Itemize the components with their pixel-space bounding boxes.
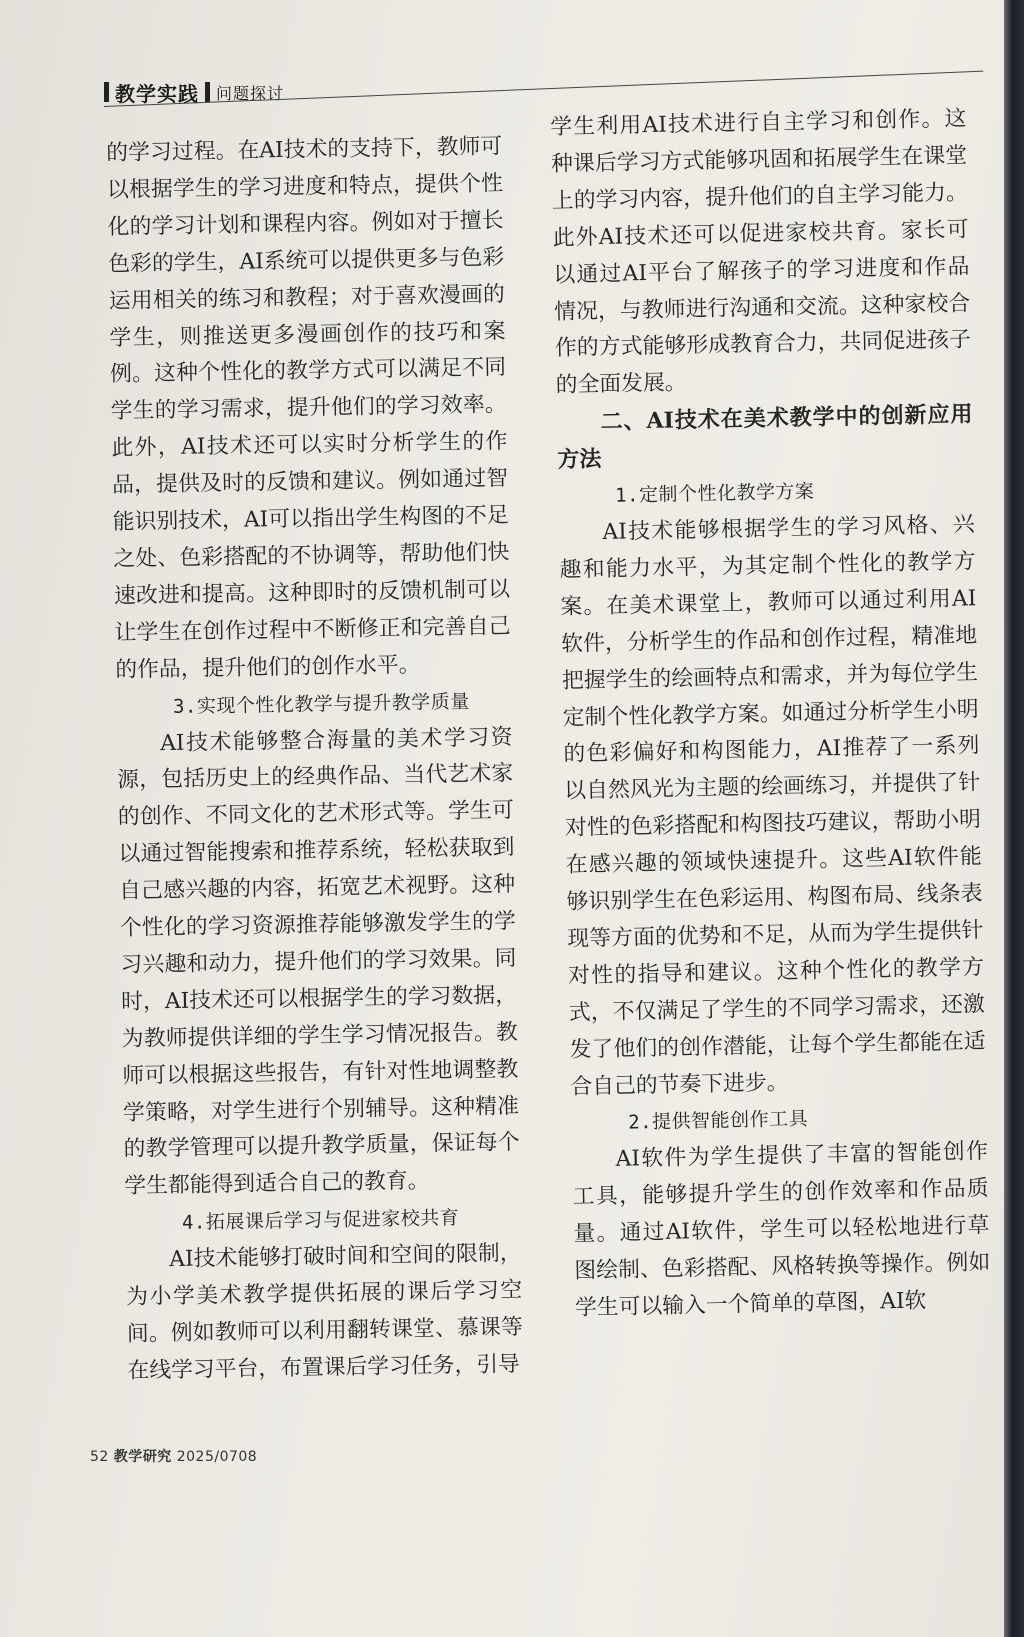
subheading: 1.定制个性化教学方案	[614, 480, 815, 507]
issue-number: 2025/0708	[176, 1449, 258, 1465]
paragraph: 学生利用AI技术进行自主学习和创作。这种课后学习方式能够巩固和拓展学生在课堂上的学习内容，提升他们的自主学习能力。此外AI技术还可以促进家校共育。家长可以通过AI平台了解孩子的学习进度和作品情况，与教师进行沟通和交流。这种家校合作的方式能够形成教育合力，共同促进孩子的全面发展。	[550, 106, 972, 399]
header-section: 教学实践	[115, 81, 199, 106]
page-number: 52	[90, 1449, 109, 1465]
right-column	[550, 101, 991, 1327]
header-topic: 问题探讨	[216, 83, 285, 103]
left-column	[106, 129, 524, 1391]
book-spine	[1004, 0, 1024, 1637]
header-bar-mark	[104, 82, 109, 102]
subheading: 3.实现个性化教学与提升教学质量	[172, 690, 471, 718]
paragraph: AI技术能够根据学生的学习风格、兴趣和能力水平，为其定制个性化的教学方案。在美术课堂上，教师可以通过利用AI软件，分析学生的作品和创作过程，精准地把握学生的绘画特点和需求，并为每位学生定制个性化教学方案。如通过分析学生小明的色彩偏好和构图能力，AI推荐了一系列以自然风光为主题的绘画练习，并提供了针对性的色彩搭配和构图技巧建议，帮助小明在感兴趣的领域快速提升。这些AI软件能够识别学生在色彩运用、构图布局、线条表现等方面的优势和不足，从而为学生提供针对性的指导和建议。这种个性化的教学方式，不仅满足了学生的不同学习需求，还激发了他们的创作潜能，让每个学生都能在适合自己的节奏下进步。	[559, 512, 986, 1100]
paragraph: AI软件为学生提供了丰富的智能创作工具，能够提升学生的创作效率和作品质量。通过AI软件，学生可以轻松地进行草图绘制、色彩搭配、风格转换等操作。例如学生可以输入一个简单的草图，AI软	[572, 1139, 991, 1321]
header-divider-mark	[205, 82, 210, 102]
paragraph: AI技术能够整合海量的美术学习资源，包括历史上的经典作品、当代艺术家的创作、不同文化的艺术形式等。学生可以通过智能搜索和推荐系统，轻松获取到自己感兴趣的内容，拓宽艺术视野。这种个性化的学习资源推荐能够激发学生的学习兴趣和动力，提升他们的学习效果。同时，AI技术还可以根据学生的学习数据，为教师提供详细的学生学习情况报告。教师可以根据这些报告，有针对性地调整教学策略，对学生进行个别辅导。这种精准的教学管理可以提升教学质量，保证每个学生都能得到适合自己的教育。	[117, 724, 520, 1200]
subheading: 4.拓展课后学习与促进家校共育	[181, 1207, 460, 1235]
paragraph: 的学习过程。在AI技术的支持下，教师可以根据学生的学习进度和特点，提供个性化的学习计划和课程内容。例如对于擅长色彩的学生，AI系统可以提供更多与色彩运用相关的练习和教程；对于喜欢漫画的学生，则推送更多漫画创作的技巧和案例。这种个性化的教学方式可以满足不同学生的学习需求，提升他们的学习效率。此外，AI技术还可以实时分析学生的作品，提供及时的反馈和建议。例如通过智能识别技术，AI可以指出学生构图的不足之处、色彩搭配的不协调等，帮助他们快速改进和提高。这种即时的反馈机制可以让学生在创作过程中不断修正和完善自己的作品，提升他们的创作水平。	[106, 134, 511, 683]
journal-name: 教学研究	[113, 1449, 172, 1465]
paragraph: AI技术能够打破时间和空间的限制，为小学美术教学提供拓展的课后学习空间。例如教师可以利用翻转课堂、慕课等在线学习平台，布置课后学习任务，引导	[126, 1241, 524, 1384]
section-heading: 二、AI技术在美术教学中的创新应用方法	[557, 401, 973, 474]
page-footer	[90, 1446, 257, 1466]
subheading: 2.提供智能创作工具	[628, 1108, 809, 1135]
